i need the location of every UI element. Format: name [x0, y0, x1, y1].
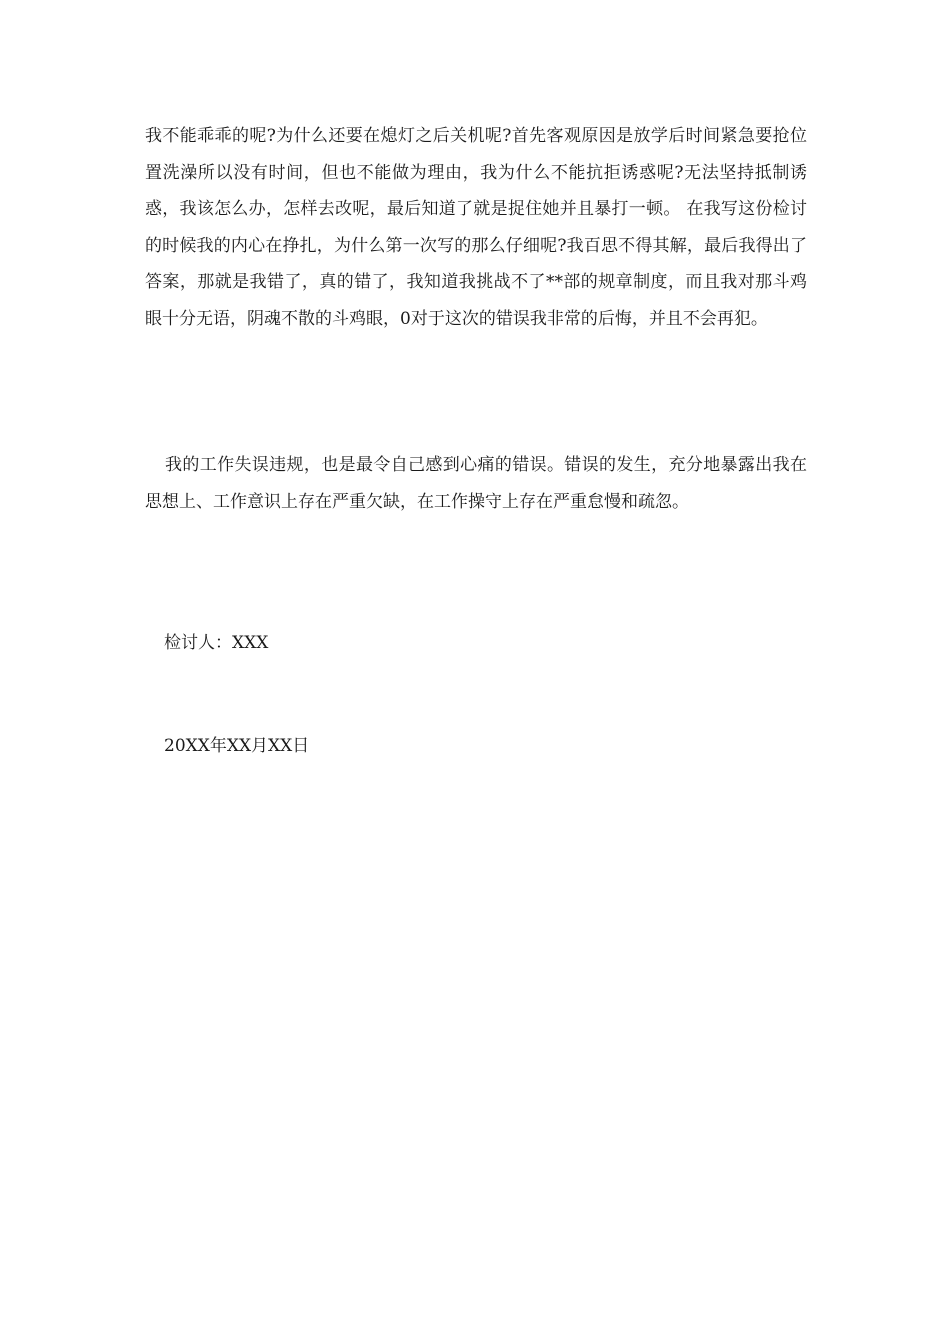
date-line: 20XX年XX月XX日 [164, 736, 310, 756]
body-paragraph-1: 我不能乖乖的呢?为什么还要在熄灯之后关机呢?首先客观原因是放学后时间紧急要抢位置洗澡所以没有时间，但也不能做为理由，我为什么不能抗拒诱惑呢?无法坚持抵制诱惑，我该怎么办，怎样去改呢，最后知道了就是捉住她并且暴打一顿。 在我写这份检讨的时候我的内心在挣扎，为什么第一次写的那么仔细呢?我百思不得其解，最后我得出了答案，那就是我错了，真的错了，我知道我挑战不了**部的规章制度，而且我对那斗鸡眼十分无语，阴魂不散的斗鸡眼，0对于这次的错误我非常的后悔，并且不会再犯。 [145, 126, 807, 329]
signer-line: 检讨人：XXX [164, 633, 269, 653]
body-paragraph-2: 我的工作失误违规，也是最令自己感到心痛的错误。错误的发生，充分地暴露出我在思想上、工作意识上存在严重欠缺，在工作操守上存在严重怠慢和疏忽。 [145, 455, 807, 512]
